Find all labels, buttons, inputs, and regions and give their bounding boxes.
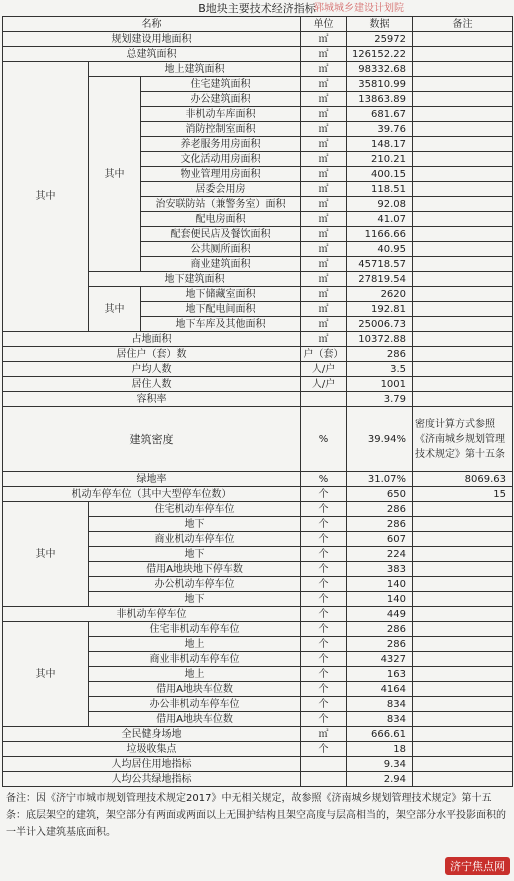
unit-cell: 个 [301, 607, 347, 622]
remark-cell [413, 167, 513, 182]
name-cell: 文化活动用房面积 [141, 152, 301, 167]
unit-cell: ㎡ [301, 332, 347, 347]
remark-cell [413, 242, 513, 257]
header-name: 名称 [3, 17, 301, 32]
unit-cell [301, 392, 347, 407]
value-cell: 27819.54 [347, 272, 413, 287]
value-cell: 1166.66 [347, 227, 413, 242]
table-row [3, 47, 513, 62]
unit-cell: ㎡ [301, 32, 347, 47]
value-cell: 148.17 [347, 137, 413, 152]
name-cell: 建筑密度 [3, 407, 301, 472]
value-cell: 40.95 [347, 242, 413, 257]
group-label: 其中 [3, 62, 89, 332]
group-label: 其中 [89, 287, 141, 332]
remark-cell [413, 107, 513, 122]
name-cell: 配套便民店及餐饮面积 [141, 227, 301, 242]
unit-cell: ㎡ [301, 727, 347, 742]
remark-cell [413, 212, 513, 227]
name-cell: 机动车停车位（其中大型停车位数） [3, 487, 301, 502]
remark-cell [413, 392, 513, 407]
table-row [3, 472, 513, 487]
unit-cell [301, 772, 347, 787]
value-cell: 140 [347, 577, 413, 592]
header-row [3, 17, 513, 32]
remark-cell [413, 197, 513, 212]
remark-cell [413, 622, 513, 637]
name-cell: 办公建筑面积 [141, 92, 301, 107]
name-cell: 地下储藏室面积 [141, 287, 301, 302]
remark-cell [413, 32, 513, 47]
name-cell: 商业建筑面积 [141, 257, 301, 272]
table-row [3, 377, 513, 392]
name-cell: 居住人数 [3, 377, 301, 392]
unit-cell: 个 [301, 532, 347, 547]
indicator-table [2, 16, 513, 787]
unit-cell: 个 [301, 712, 347, 727]
unit-cell: 个 [301, 697, 347, 712]
value-cell: 449 [347, 607, 413, 622]
name-cell: 垃圾收集点 [3, 742, 301, 757]
value-cell: 834 [347, 712, 413, 727]
name-cell: 办公机动车停车位 [89, 577, 301, 592]
unit-cell: % [301, 472, 347, 487]
unit-cell: ㎡ [301, 272, 347, 287]
unit-cell: ㎡ [301, 242, 347, 257]
unit-cell: % [301, 407, 347, 472]
unit-cell: ㎡ [301, 212, 347, 227]
remark-cell: 15 [413, 487, 513, 502]
table-row [3, 332, 513, 347]
name-cell: 住宅建筑面积 [141, 77, 301, 92]
table-row [3, 487, 513, 502]
name-cell: 地下 [89, 517, 301, 532]
value-cell: 1001 [347, 377, 413, 392]
unit-cell: ㎡ [301, 152, 347, 167]
remark-cell: 密度计算方式参照《济南城乡规划管理技术规定》第十五条 [413, 407, 513, 472]
name-cell: 配电房面积 [141, 212, 301, 227]
unit-cell: 个 [301, 502, 347, 517]
unit-cell: 个 [301, 517, 347, 532]
name-cell: 非机动车库面积 [141, 107, 301, 122]
value-cell: 18 [347, 742, 413, 757]
value-cell: 383 [347, 562, 413, 577]
unit-cell: ㎡ [301, 92, 347, 107]
unit-cell: 个 [301, 637, 347, 652]
name-cell: 消防控制室面积 [141, 122, 301, 137]
remark-cell [413, 347, 513, 362]
name-cell: 借用A地块车位数 [89, 682, 301, 697]
remark-cell [413, 152, 513, 167]
value-cell: 92.08 [347, 197, 413, 212]
remark-cell [413, 77, 513, 92]
remark-cell [413, 682, 513, 697]
name-cell: 居委会用房 [141, 182, 301, 197]
name-cell: 容积率 [3, 392, 301, 407]
unit-cell: ㎡ [301, 167, 347, 182]
name-cell: 全民健身场地 [3, 727, 301, 742]
remark-cell [413, 362, 513, 377]
unit-cell: ㎡ [301, 62, 347, 77]
remark-cell [413, 182, 513, 197]
remark-cell [413, 517, 513, 532]
remark-cell [413, 287, 513, 302]
unit-cell: ㎡ [301, 47, 347, 62]
remark-cell [413, 137, 513, 152]
value-cell: 286 [347, 622, 413, 637]
value-cell: 400.15 [347, 167, 413, 182]
remark-cell [413, 757, 513, 772]
unit-cell: 个 [301, 592, 347, 607]
unit-cell: ㎡ [301, 182, 347, 197]
remark-cell [413, 272, 513, 287]
name-cell: 居住户（套）数 [3, 347, 301, 362]
value-cell: 13863.89 [347, 92, 413, 107]
value-cell: 39.94% [347, 407, 413, 472]
value-cell: 9.34 [347, 757, 413, 772]
value-cell: 126152.22 [347, 47, 413, 62]
table-row [3, 772, 513, 787]
value-cell: 607 [347, 532, 413, 547]
value-cell: 681.67 [347, 107, 413, 122]
name-cell: 地上 [89, 667, 301, 682]
group-label: 其中 [3, 622, 89, 727]
value-cell: 98332.68 [347, 62, 413, 77]
value-cell: 35810.99 [347, 77, 413, 92]
unit-cell: 个 [301, 652, 347, 667]
site-watermark: 济宁焦点网 [445, 857, 510, 875]
remark-cell [413, 652, 513, 667]
value-cell: 3.79 [347, 392, 413, 407]
remark-cell [413, 502, 513, 517]
table-row [3, 407, 513, 472]
table-row [3, 502, 513, 517]
table-row [3, 757, 513, 772]
remark-cell [413, 607, 513, 622]
name-cell: 商业机动车停车位 [89, 532, 301, 547]
value-cell: 41.07 [347, 212, 413, 227]
value-cell: 286 [347, 637, 413, 652]
table-title: B地块主要技术经济指标 [198, 2, 316, 15]
remark-cell [413, 637, 513, 652]
value-cell: 31.07% [347, 472, 413, 487]
name-cell: 占地面积 [3, 332, 301, 347]
name-cell: 非机动车停车位 [3, 607, 301, 622]
unit-cell: ㎡ [301, 77, 347, 92]
unit-cell [301, 757, 347, 772]
remark-cell [413, 697, 513, 712]
unit-cell: 个 [301, 682, 347, 697]
name-cell: 商业非机动车停车位 [89, 652, 301, 667]
name-cell: 借用A地块车位数 [89, 712, 301, 727]
remark-cell [413, 332, 513, 347]
name-cell: 地下配电间面积 [141, 302, 301, 317]
name-cell: 人均居住用地指标 [3, 757, 301, 772]
value-cell: 2.94 [347, 772, 413, 787]
unit-cell: 个 [301, 742, 347, 757]
remark-cell [413, 257, 513, 272]
table-row [3, 607, 513, 622]
unit-cell: ㎡ [301, 107, 347, 122]
remark-cell [413, 47, 513, 62]
value-cell: 286 [347, 347, 413, 362]
remark-cell [413, 377, 513, 392]
remark-cell [413, 532, 513, 547]
unit-cell: 人/户 [301, 377, 347, 392]
unit-cell: ㎡ [301, 122, 347, 137]
remark-cell [413, 302, 513, 317]
indicator-sheet [2, 2, 512, 841]
name-cell: 地下 [89, 547, 301, 562]
remark-cell [413, 92, 513, 107]
value-cell: 286 [347, 502, 413, 517]
unit-cell: 个 [301, 622, 347, 637]
group-label: 其中 [3, 502, 89, 607]
value-cell: 118.51 [347, 182, 413, 197]
value-cell: 224 [347, 547, 413, 562]
unit-cell: ㎡ [301, 302, 347, 317]
table-row [3, 362, 513, 377]
value-cell: 834 [347, 697, 413, 712]
value-cell: 140 [347, 592, 413, 607]
table-title-row [2, 2, 512, 16]
value-cell: 10372.88 [347, 332, 413, 347]
value-cell: 45718.57 [347, 257, 413, 272]
value-cell: 25006.73 [347, 317, 413, 332]
remark-cell [413, 592, 513, 607]
unit-cell: ㎡ [301, 197, 347, 212]
unit-cell: 个 [301, 667, 347, 682]
remark-cell [413, 667, 513, 682]
header-remark: 备注 [413, 17, 513, 32]
value-cell: 39.76 [347, 122, 413, 137]
unit-cell: 个 [301, 562, 347, 577]
remark-cell [413, 742, 513, 757]
remark-cell [413, 547, 513, 562]
name-cell: 养老服务用房面积 [141, 137, 301, 152]
remark-cell [413, 317, 513, 332]
unit-cell: ㎡ [301, 287, 347, 302]
value-cell: 2620 [347, 287, 413, 302]
remark-cell [413, 122, 513, 137]
value-cell: 4327 [347, 652, 413, 667]
name-cell: 办公非机动车停车位 [89, 697, 301, 712]
value-cell: 192.81 [347, 302, 413, 317]
unit-cell: ㎡ [301, 137, 347, 152]
unit-cell: 户（套） [301, 347, 347, 362]
value-cell: 666.61 [347, 727, 413, 742]
unit-cell: 人/户 [301, 362, 347, 377]
table-row [3, 727, 513, 742]
name-cell: 人均公共绿地指标 [3, 772, 301, 787]
value-cell: 650 [347, 487, 413, 502]
group-label: 其中 [89, 77, 141, 272]
institute-stamp: 郓城城乡建设计划院 [314, 3, 404, 14]
value-cell: 25972 [347, 32, 413, 47]
unit-cell: ㎡ [301, 317, 347, 332]
table-row [3, 392, 513, 407]
value-cell: 210.21 [347, 152, 413, 167]
name-cell: 住宅非机动车停车位 [89, 622, 301, 637]
remark-cell [413, 62, 513, 77]
unit-cell: 个 [301, 577, 347, 592]
value-cell: 3.5 [347, 362, 413, 377]
table-row [3, 622, 513, 637]
remark-cell [413, 577, 513, 592]
table-row [3, 742, 513, 757]
unit-cell: ㎡ [301, 257, 347, 272]
unit-cell: 个 [301, 547, 347, 562]
name-cell: 地下建筑面积 [89, 272, 301, 287]
name-cell: 户均人数 [3, 362, 301, 377]
name-cell: 总建筑面积 [3, 47, 301, 62]
name-cell: 借用A地块地下停车数 [89, 562, 301, 577]
remark-cell [413, 227, 513, 242]
name-cell: 地上建筑面积 [89, 62, 301, 77]
name-cell: 地下车库及其他面积 [141, 317, 301, 332]
remark-cell [413, 712, 513, 727]
remark-cell: 8069.63 [413, 472, 513, 487]
unit-cell: 个 [301, 487, 347, 502]
name-cell: 绿地率 [3, 472, 301, 487]
name-cell: 地下 [89, 592, 301, 607]
value-cell: 163 [347, 667, 413, 682]
table-row [3, 347, 513, 362]
name-cell: 治安联防站（兼警务室）面积 [141, 197, 301, 212]
header-unit: 单位 [301, 17, 347, 32]
footnote: 备注：因《济宁市城市规划管理技术规定2017》中无相关规定，故参照《济南城乡规划管理技术规定》第十五条：底层架空的建筑，架空部分有两面或两面以上无围护结构且架空高度与层高相当的，架空部分水平投影面积的一半计入建筑基底面积。 [6, 793, 506, 838]
value-cell: 286 [347, 517, 413, 532]
value-cell: 4164 [347, 682, 413, 697]
remark-cell [413, 562, 513, 577]
name-cell: 规划建设用地面积 [3, 32, 301, 47]
name-cell: 公共厕所面积 [141, 242, 301, 257]
table-row [3, 32, 513, 47]
name-cell: 地上 [89, 637, 301, 652]
name-cell: 物业管理用房面积 [141, 167, 301, 182]
remark-cell [413, 727, 513, 742]
unit-cell: ㎡ [301, 227, 347, 242]
remark-cell [413, 772, 513, 787]
name-cell: 住宅机动车停车位 [89, 502, 301, 517]
header-value: 数据 [347, 17, 413, 32]
table-row [3, 62, 513, 77]
